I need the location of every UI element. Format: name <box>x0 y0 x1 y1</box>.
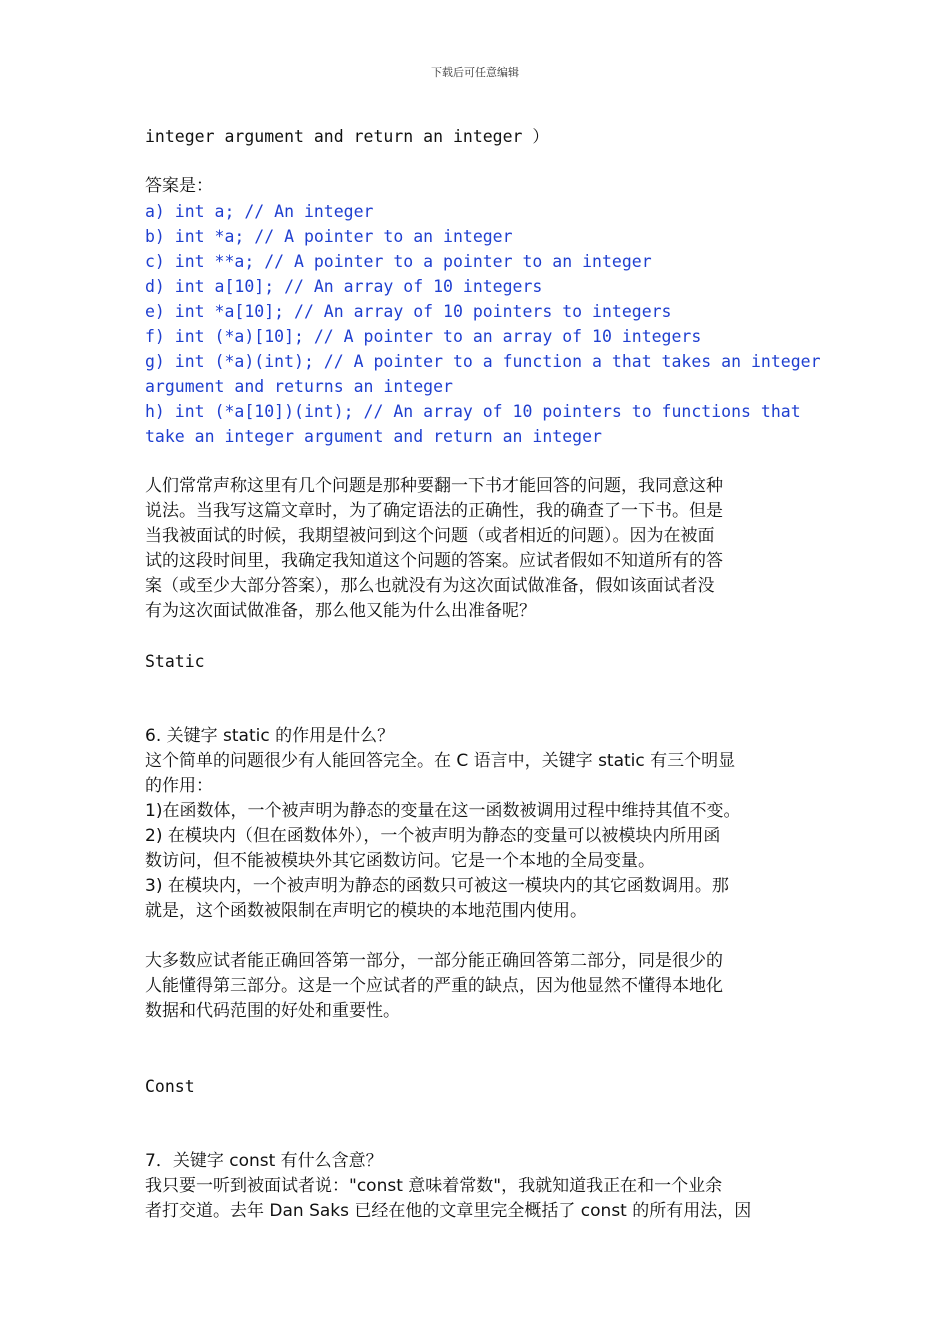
code-line-h: h) int (*a[10])(int); // An array of 10 pointers to functions that <box>145 402 801 421</box>
paragraph-line: 当我被面试的时候，我期望被问到这个问题（或者相近的问题）。因为在被面 <box>145 526 715 546</box>
section-heading-static: Static <box>145 652 205 671</box>
paragraph-interview-preparation <box>145 474 813 624</box>
spacer <box>145 449 813 474</box>
paragraph-line: 人们常常声称这里有几个问题是那种要翻一下书才能回答的问题，我同意这种 <box>145 476 723 496</box>
answer-line: 这个简单的问题很少有人能回答完全。在 C 语言中，关键字 static 有三个明显 <box>145 751 736 771</box>
answer-line: 2) 在模块内（但在函数体外），一个被声明为静态的变量可以被模块内所用函 <box>145 826 721 846</box>
code-line-d: d) int a[10]; // An array of 10 integers <box>145 277 543 296</box>
paragraph-static-evaluation <box>145 949 813 1024</box>
paragraph-line: 有为这次面试做准备，那么他又能为什么出准备呢？ <box>145 601 536 621</box>
code-line-h-cont: take an integer argument and return an integer <box>145 427 602 446</box>
code-line-e: e) int *a[10]; // An array of 10 pointers to integers <box>145 302 672 321</box>
paragraph-line: 数据和代码范围的好处和重要性。 <box>145 1001 400 1021</box>
paragraph-line: 大多数应试者能正确回答第一部分，一部分能正确回答第二部分，同是很少的 <box>145 951 723 971</box>
code-line-f: f) int (*a)[10]; // A pointer to an array of 10 integers <box>145 327 702 346</box>
question-6-answer <box>145 749 813 924</box>
paragraph-line: 人能懂得第三部分。这是一个应试者的严重的缺点，因为他显然不懂得本地化 <box>145 976 723 996</box>
question-7-title: 7．关键字 const 有什么含意？ <box>145 1151 383 1171</box>
code-line-g-cont: argument and returns an integer <box>145 377 453 396</box>
paragraph-line: 说法。当我写这篇文章时，为了确定语法的正确性，我的确查了一下书。但是 <box>145 501 723 521</box>
answer-line: 数访问，但不能被模块外其它函数访问。它是一个本地的全局变量。 <box>145 851 655 871</box>
answer-line: 3) 在模块内，一个被声明为静态的函数只可被这一模块内的其它函数调用。那 <box>145 876 729 896</box>
spacer <box>145 149 813 174</box>
spacer <box>145 674 813 724</box>
question-7-answer <box>145 1174 813 1224</box>
spacer <box>145 924 813 949</box>
answer-line: 的作用： <box>145 776 213 796</box>
answer-label: 答案是： <box>145 176 213 196</box>
answer-line: 1)在函数体，一个被声明为静态的变量在这一函数被调用过程中维持其值不变。 <box>145 801 741 821</box>
answer-line: 我只要一听到被面试者说："const 意味着常数"，我就知道我正在和一个业余 <box>145 1176 723 1196</box>
question-6-title: 6. 关键字 static 的作用是什么？ <box>145 726 395 746</box>
code-answer-block <box>145 199 821 449</box>
answer-line: 就是，这个函数被限制在声明它的模块的本地范围内使用。 <box>145 901 587 921</box>
code-line-a: a) int a; // An integer <box>145 202 374 221</box>
code-line-b: b) int *a; // A pointer to an integer <box>145 227 513 246</box>
answer-line: 者打交道。去年 Dan Saks 已经在他的文章里完全概括了 const 的所有用法，因 <box>145 1201 752 1221</box>
intro-line: integer argument and return an integer ） <box>145 127 549 146</box>
spacer <box>145 1099 813 1149</box>
code-line-g: g) int (*a)(int); // A pointer to a function a that takes an integer <box>145 352 821 371</box>
spacer <box>145 624 813 649</box>
paragraph-line: 案（或至少大部分答案），那么也就没有为这次面试做准备，假如该面试者没 <box>145 576 715 596</box>
document-body <box>145 124 821 1224</box>
spacer <box>145 1024 813 1074</box>
page-header-note: 下载后可任意编辑 <box>431 66 519 79</box>
paragraph-line: 试的这段时间里，我确定我知道这个问题的答案。应试者假如不知道所有的答 <box>145 551 723 571</box>
code-line-c: c) int **a; // A pointer to a pointer to an integer <box>145 252 652 271</box>
section-heading-const: Const <box>145 1077 195 1096</box>
